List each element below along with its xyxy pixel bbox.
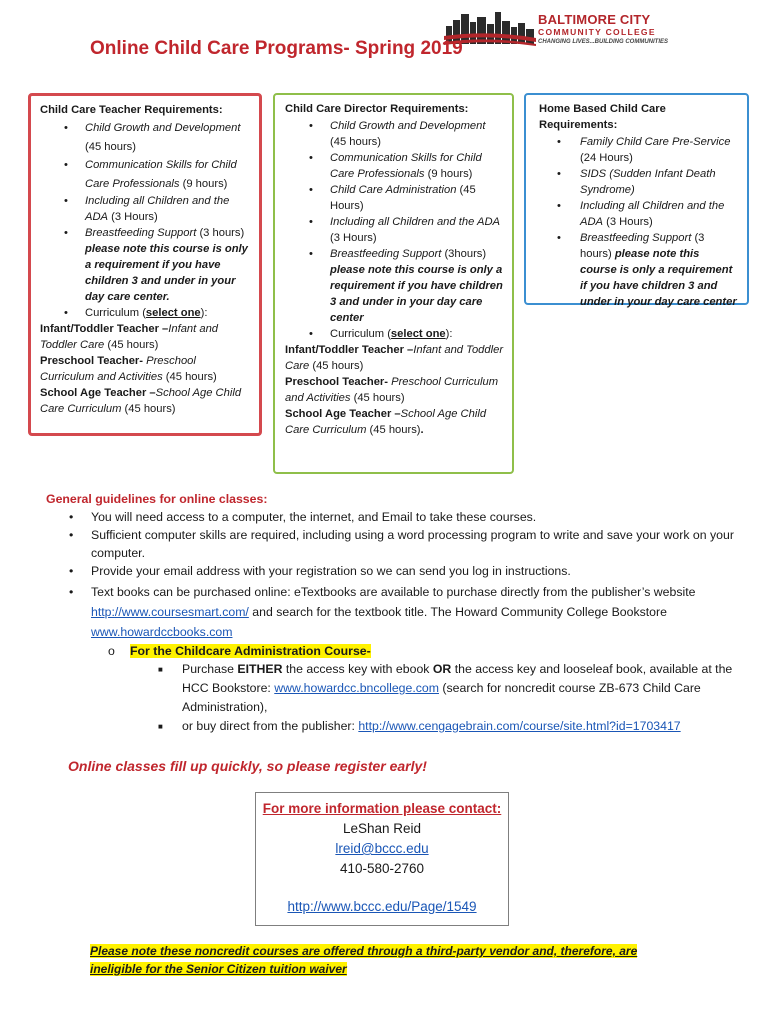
senior-waiver-note: Please note these noncredit courses are offered through a third-party vendor and, therefore, are ineligible for the Senior Citizen tuition waiver: [90, 944, 638, 976]
list-item: • Breastfeeding Support (3hours) please note this course is only a requirement if you have children 3 and under in your day care center: [309, 248, 503, 324]
cengage-link[interactable]: http://www.cengagebrain.com/course/site.html?id=1703417: [358, 719, 681, 733]
list-item: • Child Growth and Development (45 hours): [64, 122, 241, 153]
contact-heading: For more information please contact:: [262, 801, 502, 816]
list-item: • Communication Skills for Child Care Professionals (9 hours): [64, 159, 237, 190]
curriculum-option: Preschool Teacher- Preschool Curriculum and Activities (45 hours): [285, 376, 499, 404]
register-early-note: Online classes fill up quickly, so please register early!: [68, 758, 427, 774]
howardccbooks-link[interactable]: www.howardccbooks.com: [91, 625, 233, 639]
coursesmart-link[interactable]: http://www.coursesmart.com/: [91, 605, 249, 619]
director-requirements-box: [273, 93, 514, 474]
guidelines-section: [46, 490, 736, 736]
teacher-list: [40, 119, 251, 321]
logo-college-name: BALTIMORE CITY: [538, 12, 651, 27]
college-logo: [444, 12, 669, 52]
director-heading: Child Care Director Requirements:: [285, 103, 469, 115]
list-item: • Breastfeeding Support (3 hours) please note this course is only a requirement if you have children 3 and under in your day care center: [557, 232, 737, 308]
list-item: • Text books can be purchased online: eTextbooks are available to purchase directly from the publisher’s website http://www.coursesmart.com/ and search for the textbook title. The Howard Community College Bookstore www.howardccbooks.com: [69, 585, 696, 639]
home-based-requirements-box: [524, 93, 749, 308]
list-item: • Breastfeeding Support (3 hours) please note this course is only a requirement if you have children 3 and under in your day care center.: [64, 227, 248, 303]
home-heading: Home Based Child Care Requirements:: [539, 103, 666, 131]
list-item: • Including all Children and the ADA (3 Hours): [309, 216, 500, 244]
contact-phone: 410-580-2760: [339, 861, 425, 876]
list-item: • Including all Children and the ADA (3 Hours): [64, 195, 230, 223]
contact-box: [255, 792, 509, 926]
list-item: • Family Child Care Pre-Service (24 Hours): [557, 136, 731, 164]
list-item: • Child Care Administration (45 Hours): [309, 184, 476, 212]
list-item: • Provide your email address with your registration so we can send you log in instructions.: [69, 564, 571, 578]
list-item: • Curriculum (select one):: [64, 307, 208, 319]
home-list: [535, 134, 739, 310]
hcc-bookstore-link[interactable]: www.howardcc.bncollege.com: [274, 681, 439, 695]
curriculum-option: Infant/Toddler Teacher –Infant and Toddler Care (45 hours): [285, 344, 504, 372]
list-item: • SIDS (Sudden Infant Death Syndrome): [557, 168, 716, 196]
curriculum-option: Infant/Toddler Teacher –Infant and Toddler Care (45 hours): [40, 323, 219, 351]
guidelines-heading: General guidelines for online classes:: [46, 492, 268, 506]
curriculum-option: Preschool Teacher- Preschool Curriculum and Activities (45 hours): [40, 355, 217, 383]
contact-name: LeShan Reid: [342, 821, 422, 836]
page-title: Online Child Care Programs- Spring 2019: [90, 38, 463, 59]
list-item: ■ or buy direct from the publisher: http://www.cengagebrain.com/course/site.html?id=1703417: [158, 719, 681, 733]
childcare-admin-heading: For the Childcare Administration Course-: [130, 644, 371, 658]
teacher-heading: Child Care Teacher Requirements:: [40, 104, 223, 116]
logo-college-subname: COMMUNITY COLLEGE: [538, 27, 656, 37]
list-item: ■ Purchase EITHER the access key with ebook OR the access key and looseleaf book, available at the HCC Bookstore: www.howardcc.bncollege.com (search for noncredit course ZB-673 Child Care Administration),: [158, 662, 733, 714]
director-list: [285, 118, 504, 342]
list-item: • Sufficient computer skills are required, including using a word processing program to write and save your work on your computer.: [69, 528, 734, 560]
teacher-requirements-box: [28, 93, 262, 436]
contact-page-link[interactable]: http://www.bccc.edu/Page/1549: [287, 899, 477, 914]
list-item: • Including all Children and the ADA (3 Hours): [557, 200, 725, 228]
list-item: • You will need access to a computer, the internet, and Email to take these courses.: [69, 510, 537, 524]
contact-email-link[interactable]: lreid@bccc.edu: [335, 841, 429, 856]
list-item: • Communication Skills for Child Care Professionals (9 hours): [309, 152, 482, 180]
curriculum-option: School Age Teacher –School Age Child Care Curriculum (45 hours).: [285, 408, 487, 436]
list-item: • Curriculum (select one):: [309, 328, 453, 340]
list-item: • Child Growth and Development (45 hours): [309, 120, 486, 148]
logo-tagline: CHANGING LIVES...BUILDING COMMUNITIES: [538, 39, 669, 45]
list-item: o For the Childcare Administration Course-: [108, 644, 371, 658]
curriculum-option: School Age Teacher –School Age Child Care Curriculum (45 hours): [40, 387, 242, 415]
